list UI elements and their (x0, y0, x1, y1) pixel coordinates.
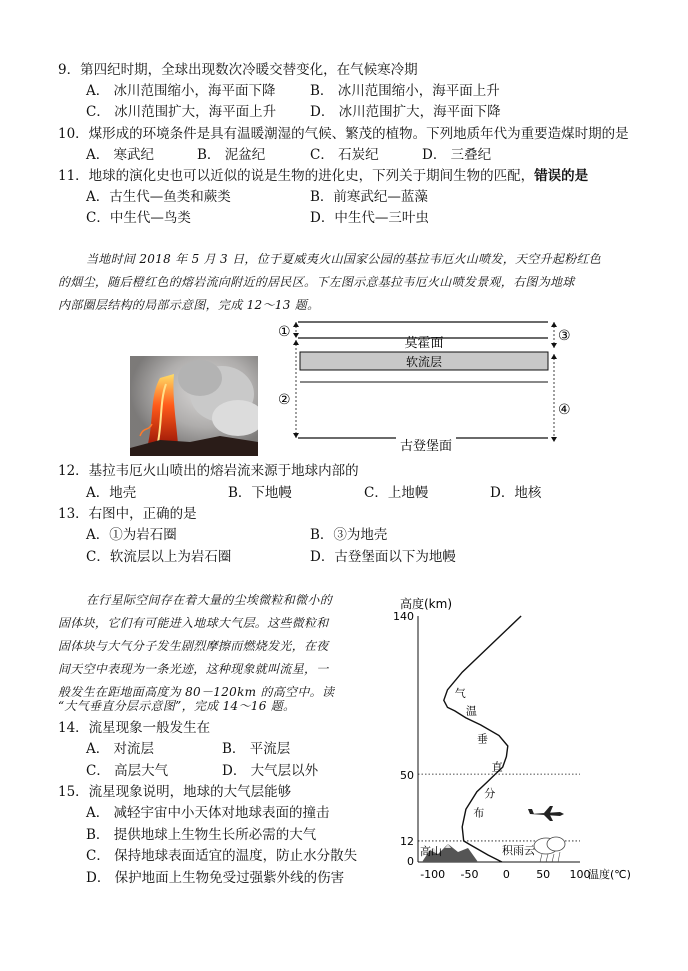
marker-3: ③ (558, 328, 571, 344)
q11-option-a[interactable]: A．古生代—鱼类和蕨类 (86, 189, 231, 205)
q13-option-a[interactable]: A．①为岩石圈 (86, 527, 177, 543)
q14-option-d[interactable]: D． 大气层以外 (222, 763, 319, 779)
earth-layers-diagram (272, 318, 580, 458)
q10-option-c[interactable]: C． 石炭纪 (310, 147, 379, 163)
passage1-line1: 当地时间 2018 年 5 月 3 日，位于夏威夷火山国家公园的基拉韦厄火山喷发，天空升起粉红色 (86, 252, 602, 266)
q9-stem: 9．第四纪时期，全球出现数次冷暖交替变化，在气候寒冷期 (58, 62, 418, 78)
passage2-line2: 固体块，它们有可能进入地球大气层。这些微粒和 (58, 616, 329, 630)
q14-option-c[interactable]: C． 高层大气 (86, 763, 169, 779)
passage1-line2: 的烟尘，随后橙红色的熔岩流向附近的居民区。下左图示意基拉韦厄火山喷发景观，右图为地球 (58, 275, 575, 289)
q11-stem-text: 11．地球的演化史也可以近似的说是生物的进化史，下列关于期间生物的匹配， (58, 168, 535, 184)
x-tick-label: -100 (420, 868, 446, 881)
passage2-line5: 般发生在距地面高度为 80－120km 的高空中。读 (58, 685, 335, 699)
passage2-line6: “大气垂直分层示意图”，完成 14～16 题。 (58, 699, 296, 713)
cloud-label: 积雨云 (502, 844, 535, 857)
asthenosphere-label: 软流层 (405, 355, 443, 369)
curve-label-char: 布 (473, 806, 485, 820)
q12-option-b[interactable]: B．下地幔 (228, 485, 292, 501)
q12-option-a[interactable]: A．地壳 (86, 485, 137, 501)
curve-label-char: 温 (465, 704, 477, 718)
passage2-line3: 固体块与大气分子发生剧烈摩擦而燃烧发光，在夜 (58, 639, 329, 653)
airplane-icon (528, 806, 564, 821)
moho-label: 莫霍面 (404, 336, 444, 351)
q13-stem: 13．右图中，正确的是 (58, 506, 197, 522)
q9-option-b[interactable]: B． 冰川范围缩小，海平面上升 (310, 83, 500, 99)
curve-label-char: 分 (484, 787, 496, 800)
q15-stem: 15．流星现象说明，地球的大气层能够 (58, 784, 292, 800)
curve-vertical-label (455, 686, 503, 820)
q15-option-c[interactable]: C． 保持地球表面适宜的温度，防止水分散失 (86, 848, 358, 864)
curve-label-char: 垂 (476, 732, 488, 746)
q12-stem: 12．基拉韦厄火山喷出的熔岩流来源于地球内部的 (58, 463, 359, 479)
chart-ylabel: 高度(km) (400, 597, 453, 611)
passage2-line1: 在行星际空间存在着大量的尘埃微粒和微小的 (86, 593, 333, 607)
q11-option-c[interactable]: C．中生代—鸟类 (86, 210, 191, 226)
q15-option-d[interactable]: D． 保护地面上生物免受过强紫外线的伤害 (86, 870, 345, 886)
passage2-line4: 间天空中表现为一条光迹，这种现象就叫流星，一 (58, 662, 329, 676)
q10-option-a[interactable]: A． 寒武纪 (86, 147, 155, 163)
q14-option-b[interactable]: B． 平流层 (222, 741, 291, 757)
x-tick-labels (420, 868, 590, 881)
q9-option-d[interactable]: D． 冰川范围扩大，海平面下降 (310, 104, 501, 120)
marker-4: ④ (558, 402, 571, 418)
x-tick-label: 0 (502, 868, 510, 881)
q12-option-d[interactable]: D．地核 (490, 485, 542, 501)
y-tick-12: 12 (400, 835, 414, 848)
q10-option-d[interactable]: D． 三叠纪 (422, 147, 492, 163)
q10-option-b[interactable]: B． 泥盆纪 (197, 147, 266, 163)
q15-option-b[interactable]: B． 提供地球上生物生长所必需的大气 (86, 827, 317, 843)
volcano-photo (130, 356, 258, 456)
curve-label-char: 直 (491, 760, 503, 774)
q9-option-c[interactable]: C． 冰川范围扩大，海平面上升 (86, 104, 277, 120)
q11-option-d[interactable]: D．中生代—三叶虫 (310, 210, 429, 226)
marker-1: ① (278, 324, 291, 340)
y-tick-50: 50 (400, 769, 414, 782)
cloud-icon (534, 837, 565, 862)
q11-stem (58, 167, 588, 185)
q15-option-a[interactable]: A． 减轻宇宙中小天体对地球表面的撞击 (86, 805, 330, 821)
atmosphere-chart (390, 592, 650, 888)
mountain-label: 高山 (420, 845, 442, 858)
x-tick-label: -50 (460, 868, 479, 881)
q11-option-b[interactable]: B．前寒武纪—蓝藻 (310, 189, 428, 205)
x-tick-label: 50 (536, 868, 551, 881)
q10-stem: 10．煤形成的环境条件是具有温暖潮湿的气候、繁茂的植物。下列地质年代为重要造煤时期的是 (58, 126, 629, 142)
passage1-line3: 内部圈层结构的局部示意图，完成 12～13 题。 (58, 298, 320, 312)
y-tick-0: 0 (407, 855, 414, 868)
q11-stem-emphasis: 错误的是 (534, 168, 589, 184)
q13-option-b[interactable]: B．③为地壳 (310, 527, 388, 543)
q14-stem: 14．流星现象一般发生在 (58, 720, 211, 736)
chart-xlabel: 温度(℃) (588, 868, 631, 881)
q9-option-a[interactable]: A． 冰川范围缩小，海平面下降 (86, 83, 276, 99)
q13-option-c[interactable]: C．软流层以上为岩石圈 (86, 549, 232, 565)
q13-option-d[interactable]: D．古登堡面以下为地幔 (310, 549, 456, 565)
gutenberg-label: 古登堡面 (399, 439, 453, 454)
curve-label-char: 气 (454, 686, 466, 700)
q12-option-c[interactable]: C．上地幔 (364, 485, 429, 501)
x-tick-label: 100 (569, 868, 591, 881)
marker-2: ② (278, 392, 291, 408)
q14-option-a[interactable]: A． 对流层 (86, 741, 155, 757)
y-tick-140: 140 (393, 610, 414, 623)
